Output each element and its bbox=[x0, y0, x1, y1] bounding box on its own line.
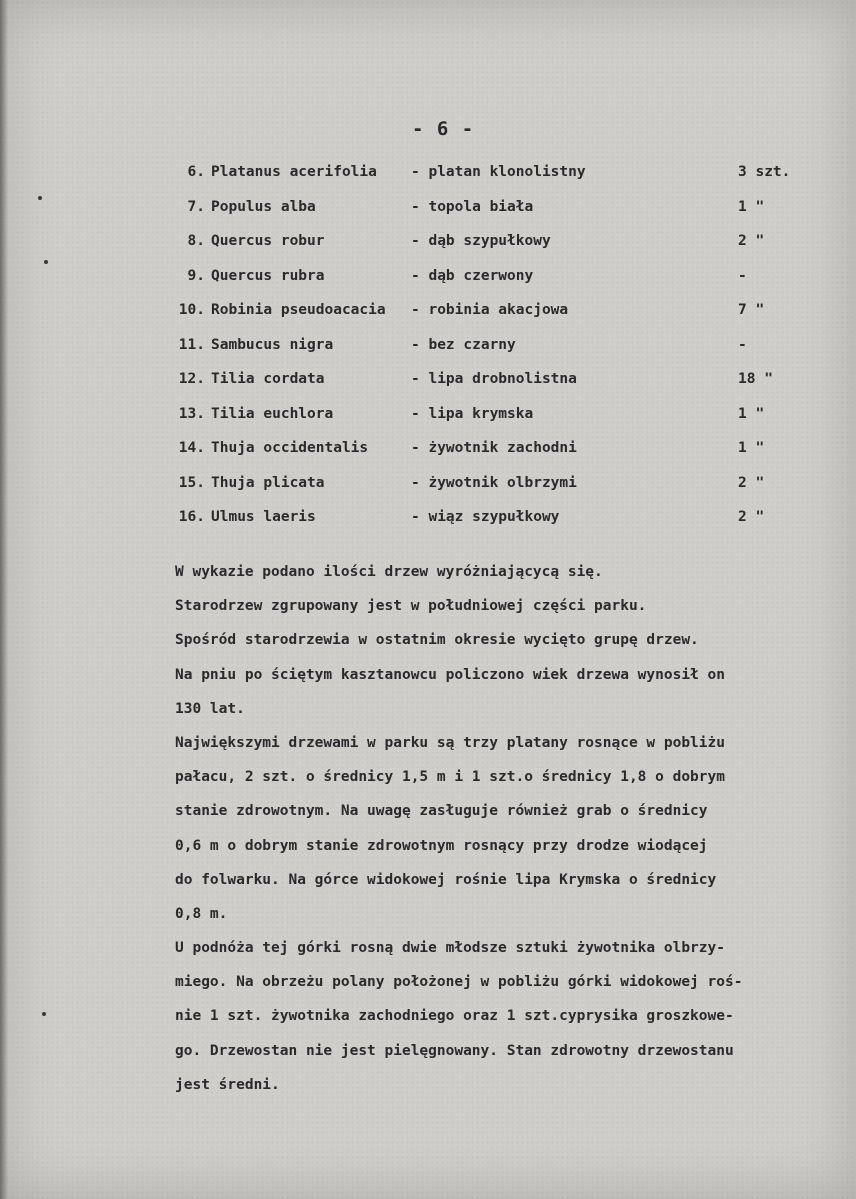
species-polish-name: - dąb szypułkowy bbox=[411, 233, 551, 249]
paper-speck bbox=[42, 1012, 46, 1016]
paper-speck bbox=[44, 260, 48, 264]
species-row bbox=[163, 302, 823, 337]
species-count: 2 " bbox=[738, 233, 765, 249]
paper-speck bbox=[38, 196, 42, 200]
species-polish-name: - lipa drobnolistna bbox=[411, 371, 577, 387]
species-row bbox=[163, 406, 823, 441]
species-count: 1 " bbox=[738, 405, 765, 422]
species-latin-name: Ulmus laeris bbox=[211, 509, 316, 525]
text-line: Największymi drzewami w parku są trzy platany rosnące w pobliżu bbox=[175, 734, 725, 751]
species-row bbox=[163, 509, 823, 544]
species-list bbox=[163, 164, 823, 544]
species-latin-name: Platanus acerifolia bbox=[211, 164, 377, 180]
species-count: 7 " bbox=[738, 302, 765, 318]
text-line: Na pniu po ściętym kasztanowcu policzono wiek drzewa wynosił on bbox=[175, 666, 725, 683]
body-text bbox=[175, 558, 835, 1105]
species-polish-name: - topola biała bbox=[411, 198, 534, 215]
species-row bbox=[163, 199, 823, 234]
species-latin-name: Robinia pseudoacacia bbox=[211, 302, 386, 318]
species-polish-name: - robinia akacjowa bbox=[411, 302, 569, 318]
species-count: 1 " bbox=[738, 198, 765, 215]
species-row bbox=[163, 440, 823, 475]
page-number: - 6 - bbox=[412, 118, 475, 140]
text-line: Spośród starodrzewia w ostatnim okresie wycięto grupę drzew. bbox=[175, 632, 699, 649]
species-polish-name: - platan klonolistny bbox=[411, 164, 586, 180]
species-count: 18 " bbox=[738, 371, 773, 387]
species-polish-name: - żywotnik olbrzymi bbox=[411, 474, 577, 491]
species-count: 3 szt. bbox=[738, 164, 791, 180]
species-latin-name: Thuja occidentalis bbox=[211, 440, 369, 456]
text-line: jest średni. bbox=[175, 1076, 280, 1093]
species-row bbox=[163, 164, 823, 199]
species-polish-name: - lipa krymska bbox=[411, 405, 534, 422]
species-latin-name: Quercus rubra bbox=[211, 267, 325, 284]
species-row bbox=[163, 268, 823, 303]
species-latin-name: Populus alba bbox=[211, 198, 316, 215]
species-count: 1 " bbox=[738, 440, 765, 456]
species-number: 14. bbox=[178, 440, 205, 456]
species-number: 8. bbox=[187, 233, 205, 249]
species-count: 2 " bbox=[738, 474, 765, 491]
species-row bbox=[163, 371, 823, 406]
species-count: - bbox=[738, 336, 747, 353]
text-line: miego. Na obrzeżu polany położonej w pobliżu górki widokowej roś- bbox=[175, 974, 743, 991]
species-latin-name: Thuja plicata bbox=[211, 474, 325, 491]
species-count: 2 " bbox=[738, 509, 765, 525]
species-polish-name: - wiąz szypułkowy bbox=[411, 509, 560, 525]
species-number: 9. bbox=[187, 267, 205, 284]
text-line: Starodrzew zgrupowany jest w południowej części parku. bbox=[175, 598, 647, 615]
species-number: 6. bbox=[187, 164, 205, 180]
species-number: 15. bbox=[178, 474, 205, 491]
species-polish-name: - bez czarny bbox=[411, 336, 516, 353]
text-line: do folwarku. Na górce widokowej rośnie lipa Krymska o średnicy bbox=[175, 871, 717, 888]
page-edge-shadow bbox=[0, 0, 8, 1199]
text-line: 0,8 m. bbox=[175, 905, 228, 922]
text-line: pałacu, 2 szt. o średnicy 1,5 m i 1 szt.o średnicy 1,8 o dobrym bbox=[175, 769, 725, 786]
species-number: 10. bbox=[178, 302, 205, 318]
text-line: U podnóża tej górki rosną dwie młodsze sztuki żywotnika olbrzy- bbox=[175, 940, 725, 957]
text-line: 130 lat. bbox=[175, 700, 245, 717]
species-number: 13. bbox=[178, 405, 205, 422]
text-line: nie 1 szt. żywotnika zachodniego oraz 1 szt.cyprysika groszkowe- bbox=[175, 1008, 734, 1025]
species-latin-name: Tilia euchlora bbox=[211, 405, 334, 422]
species-polish-name: - dąb czerwony bbox=[411, 267, 534, 284]
species-count: - bbox=[738, 267, 747, 284]
text-line: go. Drzewostan nie jest pielęgnowany. Stan zdrowotny drzewostanu bbox=[175, 1042, 734, 1059]
species-number: 16. bbox=[178, 509, 205, 525]
species-number: 11. bbox=[178, 336, 205, 353]
species-latin-name: Tilia cordata bbox=[211, 371, 325, 387]
species-latin-name: Quercus robur bbox=[211, 233, 325, 249]
species-number: 7. bbox=[187, 198, 205, 215]
species-latin-name: Sambucus nigra bbox=[211, 336, 334, 353]
text-line: 0,6 m o dobrym stanie zdrowotnym rosnący przy drodze wiodącej bbox=[175, 837, 708, 854]
species-polish-name: - żywotnik zachodni bbox=[411, 440, 577, 456]
species-number: 12. bbox=[178, 371, 205, 387]
species-row bbox=[163, 337, 823, 372]
species-row bbox=[163, 475, 823, 510]
text-line: W wykazie podano ilości drzew wyróżniającycą się. bbox=[175, 564, 603, 580]
species-row bbox=[163, 233, 823, 268]
text-line: stanie zdrowotnym. Na uwagę zasługuje również grab o średnicy bbox=[175, 803, 708, 820]
